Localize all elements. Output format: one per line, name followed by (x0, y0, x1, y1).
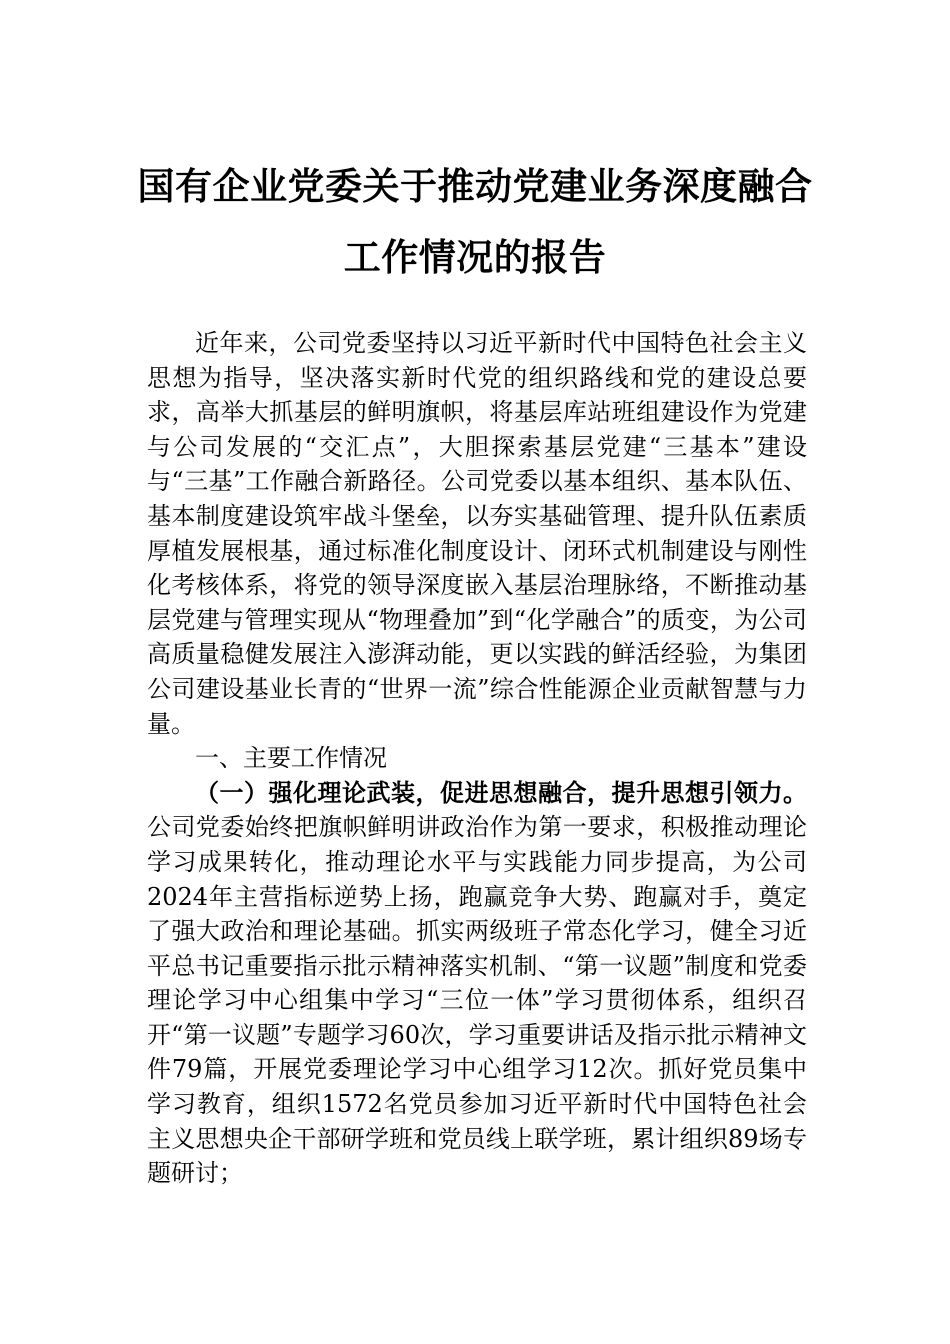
section-heading-main-work: 一、主要工作情况 (195, 744, 387, 773)
intro-paragraph: 近年来，公司党委坚持以习近平新时代中国特色社会主义思想为指导，坚决落实新时代党的组织路线和党的建设总要求，高举大抓基层的鲜明旗帜，将基层库站班组建设作为党建与公司发展的“交汇点”，大胆探索基层党建“三基本”建设与“三基”工作融合新路径。公司党委以基本组织、基本队伍、基本制度建设筑牢战斗堡垒，以夯实基础管理、提升队伍素质厚植发展根基，通过标准化制度设计、闭环式机制建设与刚性化考核体系，将党的领导深度嵌入基层治理脉络，不断推动基层党建与管理实现从“物理叠加”到“化学融合”的质变，为公司高质量稳健发展注入澎湃动能，更以实践的鲜活经验，为集团公司建设基业长青的“世界一流”综合性能源企业贡献智慧与力量。 (147, 329, 807, 738)
document-body (147, 326, 807, 1191)
document-title-line-1: 国有企业党委关于推动党建业务深度融合 (137, 164, 813, 208)
subsection-paragraph-theory (147, 776, 807, 1191)
subsection-heading-theory: （一）强化理论武装，促进思想融合，提升思想引领力。 (195, 777, 807, 807)
document-title-line-2: 工作情况的报告 (343, 235, 607, 279)
subsection-body-theory: 公司党委始终把旗帜鲜明讲政治作为第一要求，积极推动理论学习成果转化，推动理论水平与实践能力同步提高，为公司2024年主营指标逆势上扬，跑赢竞争大势、跑赢对手，奠定了强大政治和理论基础。抓实两级班子常态化学习，健全习近平总书记重要指示批示精神落实机制、“第一议题”制度和党委理论学习中心组集中学习“三位一体”学习贯彻体系，组织召开“第一议题”专题学习60次，学习重要讲话及指示批示精神文件79篇，开展党委理论学习中心组学习12次。抓好党员集中学习教育，组织1572名党员参加习近平新时代中国特色社会主义思想央企干部研学班和党员线上联学班，累计组织89场专题研讨； (147, 813, 807, 1188)
